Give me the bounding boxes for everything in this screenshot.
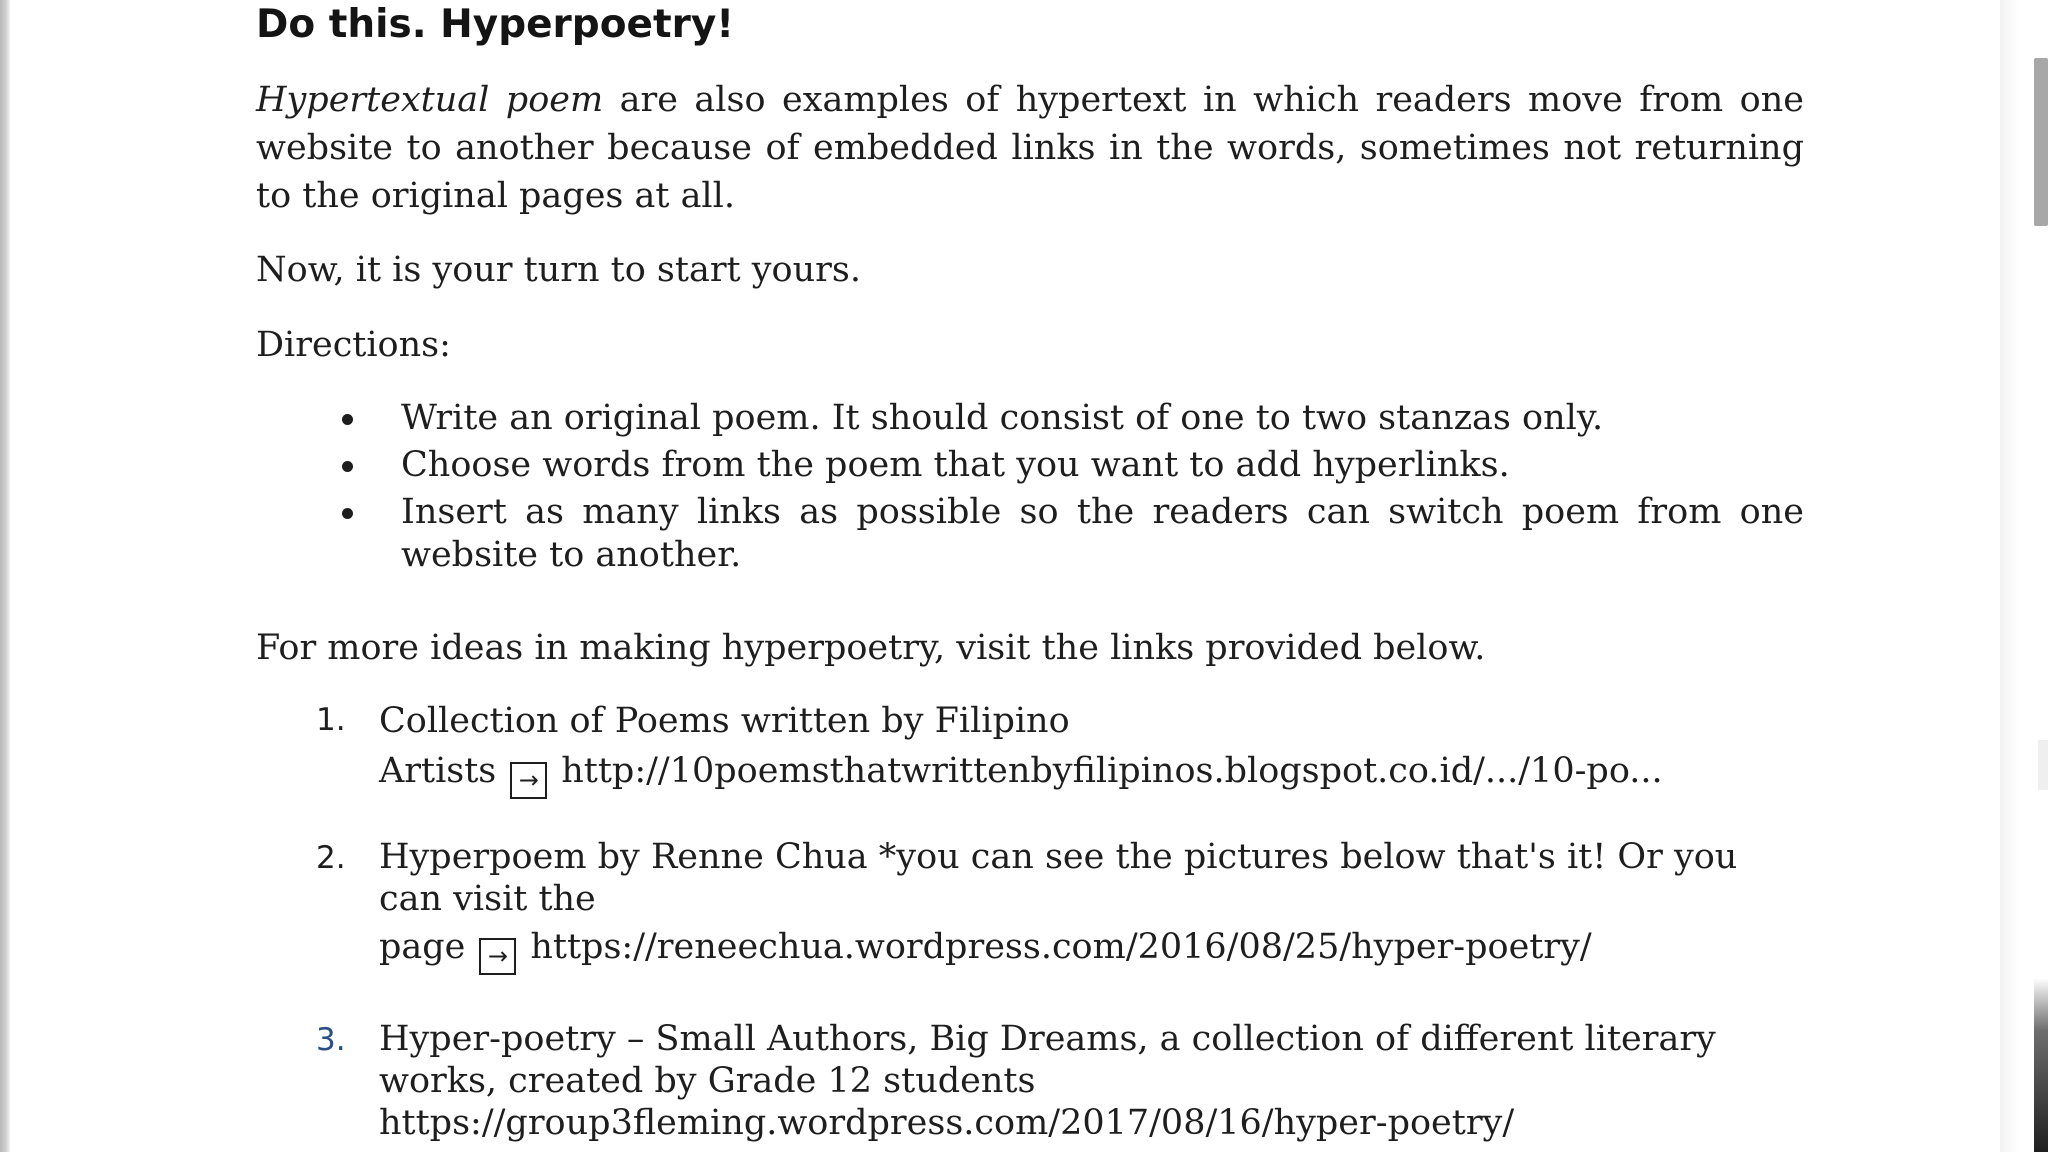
link-item-text (379, 698, 1804, 794)
link-item-text (379, 836, 1804, 970)
direction-text: Write an original poem. It should consist of one to two stanzas only. (401, 398, 1604, 438)
directions-label: Directions: (256, 325, 451, 365)
list-number: 2. (316, 840, 346, 876)
link-item-line2: works, created by Grade 12 students (379, 1061, 1036, 1101)
intro-italic-term: Hypertextual poem (256, 80, 604, 120)
link-item-url-line (379, 924, 1804, 970)
turn-paragraph: Now, it is your turn to start yours. (256, 250, 861, 290)
link-item-text (379, 1018, 1804, 1144)
section-heading: Do this. Hyperpoetry! (256, 2, 735, 47)
bullet-icon (342, 414, 353, 425)
link-url[interactable]: https://group3fleming.wordpress.com/2017/08/16/hyper-poetry/ (379, 1103, 1515, 1143)
arrow-right-icon: → (510, 762, 547, 799)
link-item-url-line (379, 748, 1804, 794)
link-item-line1: Hyperpoem by Renne Chua *you can see the pictures below that's it! Or you (379, 837, 1738, 877)
link-item-line2: can visit the (379, 879, 596, 919)
direction-text: Choose words from the poem that you want to add hyperlinks. (401, 445, 1510, 485)
arrow-right-icon: → (479, 938, 516, 975)
direction-text: Insert as many links as possible so the readers can switch poem from one website to another. (401, 492, 1804, 575)
bullet-icon (342, 461, 353, 472)
intro-paragraph (256, 76, 1804, 220)
corner-shadow (2034, 978, 2048, 1152)
list-number: 1. (316, 702, 346, 738)
bullet-icon (342, 508, 353, 519)
list-number: 3. (316, 1022, 346, 1058)
intro-text: are also examples of hypertext in which readers move from one website to another because of embedded links in the words, sometimes not returning to the original pages at all. (256, 80, 1805, 216)
vertical-scrollbar-thumb[interactable] (2034, 58, 2048, 226)
link-item-line1: Collection of Poems written by Filipino (379, 701, 1070, 741)
more-ideas-paragraph: For more ideas in making hyperpoetry, visit the links provided below. (256, 628, 1486, 668)
link-prefix: Artists (379, 751, 497, 791)
link-url[interactable]: https://reneechua.wordpress.com/2016/08/25/hyper-poetry/ (530, 927, 1592, 967)
link-prefix: page (379, 927, 466, 967)
scrollbar-track-mark (2038, 740, 2048, 790)
left-window-edge (0, 0, 10, 1152)
link-url[interactable]: http://10poemsthatwrittenbyfilipinos.blogspot.co.id/.../10-po... (561, 751, 1663, 791)
link-item-line1: Hyper-poetry – Small Authors, Big Dreams, a collection of different literary (379, 1019, 1716, 1059)
